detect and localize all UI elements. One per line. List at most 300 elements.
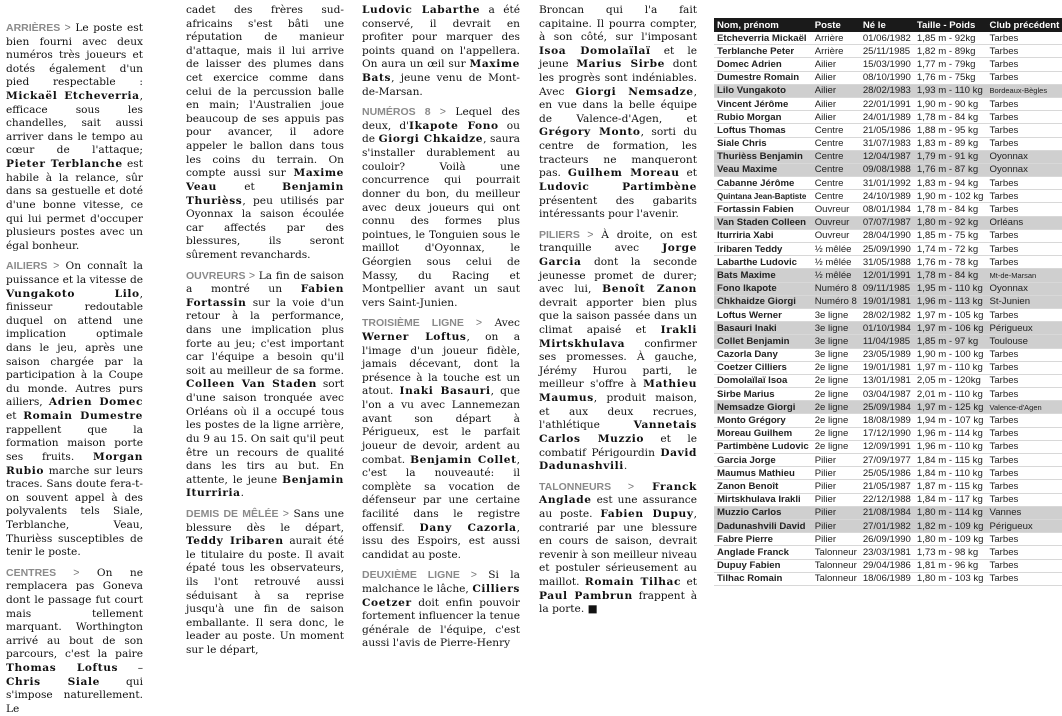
table-row <box>714 519 1062 532</box>
cell-position: Numéro 8 <box>812 295 860 308</box>
cell-previous-club: Tarbes <box>987 493 1062 506</box>
cell-name: Vincent Jérôme <box>714 97 812 110</box>
cell-position: Centre <box>812 124 860 137</box>
end-mark: ■ <box>587 603 598 616</box>
table-row <box>714 71 1062 84</box>
cell-position: Centre <box>812 177 860 190</box>
cell-born: 23/05/1989 <box>860 348 914 361</box>
section-talonneurs: TALONNEURS > Franck Anglade est une assurance au poste. Fabien Dupuy, contrarié par une blessure en cours de saison, devrait revenir à son meilleur niveau et postuler sérieusement au maillot. Romain Tilhac et Paul Pambrun frappent à la porte. ■ <box>539 480 698 616</box>
cell-position: Pilier <box>812 519 860 532</box>
cell-size-weight: 1,85 m - 92kg <box>914 32 987 45</box>
cell-position: 2e ligne <box>812 440 860 453</box>
section-demis-cont: Ludovic Labarthe a été conservé, il devrait en profiter pour marquer des points quand on l'appellera. On aura un œil sur Maxime Bats, jeune venu de Mont-de-Marsan. <box>362 4 520 98</box>
table-row <box>714 190 1062 203</box>
cell-previous-club: Tarbes <box>987 348 1062 361</box>
cell-position: 2e ligne <box>812 374 860 387</box>
cell-position: 2e ligne <box>812 427 860 440</box>
cell-previous-club: Tarbes <box>987 32 1062 45</box>
table-row <box>714 137 1062 150</box>
cell-position: Talonneur <box>812 559 860 572</box>
cell-name: Anglade Franck <box>714 546 812 559</box>
cell-previous-club: Tarbes <box>987 137 1062 150</box>
cell-position: Ailier <box>812 58 860 71</box>
cell-previous-club: Tarbes <box>987 533 1062 546</box>
player-name: Fabien Dupuy <box>600 507 694 520</box>
cell-previous-club: Tarbes <box>987 572 1062 585</box>
header-position: Poste <box>812 18 860 32</box>
cell-size-weight: 1,97 m - 106 kg <box>914 322 987 335</box>
cell-name: Fortassin Fabien <box>714 203 812 216</box>
roster-table <box>714 18 1062 586</box>
table-row <box>714 427 1062 440</box>
heading-deuxieme-ligne: DEUXIÈME LIGNE <box>362 569 460 582</box>
heading-ailiers: AILIERS <box>6 260 48 273</box>
player-name: Isoa Domolaïlaï <box>539 44 651 57</box>
cell-size-weight: 1,96 m - 113 kg <box>914 295 987 308</box>
cell-size-weight: 1,84 m - 110 kg <box>914 467 987 480</box>
player-name: Dany Cazorla <box>419 521 517 534</box>
cell-size-weight: 2,01 m - 110 kg <box>914 388 987 401</box>
cell-born: 11/04/1985 <box>860 335 914 348</box>
cell-size-weight: 1,73 m - 98 kg <box>914 546 987 559</box>
player-name: Guilhem Moreau <box>567 167 680 180</box>
cell-previous-club: Tarbes <box>987 361 1062 374</box>
cell-size-weight: 1,80 m - 114 kg <box>914 506 987 519</box>
player-name: Vungakoto Lilo <box>6 287 140 300</box>
cell-name: Rubio Morgan <box>714 111 812 124</box>
cell-born: 25/05/1986 <box>860 467 914 480</box>
cell-size-weight: 1,88 m - 95 kg <box>914 124 987 137</box>
cell-size-weight: 1,80 m - 92 kg <box>914 216 987 229</box>
cell-name: Basauri Inaki <box>714 322 812 335</box>
player-name: Irakli Mirtskhulava <box>539 324 697 350</box>
cell-size-weight: 1,76 m - 78 kg <box>914 256 987 269</box>
heading-arrieres: ARRIÈRES <box>6 22 61 34</box>
cell-born: 19/01/1981 <box>860 295 914 308</box>
cell-born: 27/01/1982 <box>860 519 914 532</box>
cell-size-weight: 1,80 m - 109 kg <box>914 533 987 546</box>
cell-previous-club: Valence-d'Agen <box>987 401 1062 414</box>
cell-previous-club: Tarbes <box>987 454 1062 467</box>
player-name: Morgan Rubio <box>6 450 143 477</box>
cell-previous-club: Tarbes <box>987 467 1062 480</box>
cell-previous-club: Tarbes <box>987 256 1062 269</box>
cell-born: 08/01/1984 <box>860 203 914 216</box>
player-name: Pieter Terblanche <box>6 158 123 171</box>
cell-name: Partimbène Ludovic <box>714 440 812 453</box>
player-name: Thomas Loftus <box>6 662 119 675</box>
section-deuxieme-ligne: DEUXIÈME LIGNE > Si la malchance le lâche, Cilliers Coetzer doit enfin pouvoir fortement influencer la tenue générale de l'équipe, c'est aussi l'avis de Pierre-Henry <box>362 569 520 650</box>
player-name: Werner Loftus <box>362 331 467 344</box>
cell-born: 13/01/1981 <box>860 374 914 387</box>
table-row <box>714 414 1062 427</box>
cell-size-weight: 1,96 m - 110 kg <box>914 440 987 453</box>
cell-position: Arrière <box>812 32 860 45</box>
cell-position: Centre <box>812 137 860 150</box>
cell-previous-club: Tarbes <box>987 559 1062 572</box>
cell-previous-club: St-Junien <box>987 295 1062 308</box>
table-row <box>714 229 1062 242</box>
cell-name: Quintana Jean-Baptiste <box>714 190 812 203</box>
cell-previous-club: Tarbes <box>987 45 1062 58</box>
header-size-weight: Taille - Poids <box>914 18 987 32</box>
cell-size-weight: 1,90 m - 90 kg <box>914 97 987 110</box>
cell-previous-club: Tarbes <box>987 440 1062 453</box>
cell-name: Iturriria Xabi <box>714 229 812 242</box>
heading-piliers: PILIERS <box>539 228 580 241</box>
cell-name: Zanon Benoît <box>714 480 812 493</box>
table-row <box>714 533 1062 546</box>
cell-size-weight: 1,90 m - 100 kg <box>914 348 987 361</box>
table-row <box>714 216 1062 229</box>
cell-born: 01/06/1982 <box>860 32 914 45</box>
cell-position: Ouvreur <box>812 203 860 216</box>
cell-previous-club: Périgueux <box>987 519 1062 532</box>
table-row <box>714 454 1062 467</box>
cell-born: 12/04/1987 <box>860 150 914 163</box>
cell-size-weight: 1,83 m - 89 kg <box>914 137 987 150</box>
roster-body <box>714 32 1062 585</box>
cell-previous-club: Tarbes <box>987 97 1062 110</box>
article-column-1 <box>6 22 144 715</box>
cell-previous-club: Tarbes <box>987 243 1062 256</box>
player-name: David Dadunashvili <box>539 446 697 473</box>
cell-size-weight: 1,85 m - 75 kg <box>914 229 987 242</box>
cell-position: Pilier <box>812 493 860 506</box>
table-row <box>714 295 1062 308</box>
cell-born: 19/01/1981 <box>860 361 914 374</box>
cell-born: 17/12/1990 <box>860 427 914 440</box>
player-name: Benjamin Collet <box>410 453 517 466</box>
cell-position: Centre <box>812 163 860 176</box>
cell-born: 28/02/1983 <box>860 84 914 97</box>
cell-name: Siale Chris <box>714 137 812 150</box>
cell-previous-club: Tarbes <box>987 480 1062 493</box>
cell-previous-club: Tarbes <box>987 546 1062 559</box>
table-row <box>714 401 1062 414</box>
cell-born: 23/03/1981 <box>860 546 914 559</box>
cell-position: ½ mêlée <box>812 269 860 282</box>
cell-position: Pilier <box>812 533 860 546</box>
table-row <box>714 203 1062 216</box>
table-header-row <box>714 18 1062 32</box>
cell-born: 18/06/1989 <box>860 572 914 585</box>
table-row <box>714 361 1062 374</box>
cell-name: Loftus Thomas <box>714 124 812 137</box>
cell-name: Coetzer Cilliers <box>714 361 812 374</box>
cell-size-weight: 1,82 m - 89kg <box>914 45 987 58</box>
cell-size-weight: 1,78 m - 84 kg <box>914 269 987 282</box>
cell-name: Cazorla Dany <box>714 348 812 361</box>
cell-size-weight: 1,84 m - 117 kg <box>914 493 987 506</box>
cell-name: Sirbe Marius <box>714 388 812 401</box>
cell-previous-club: Tarbes <box>987 124 1062 137</box>
cell-position: Ouvreur <box>812 216 860 229</box>
table-row <box>714 308 1062 321</box>
player-name: Teddy Iribaren <box>186 535 284 548</box>
cell-born: 28/04/1990 <box>860 229 914 242</box>
cell-size-weight: 1,85 m - 97 kg <box>914 335 987 348</box>
table-row <box>714 559 1062 572</box>
heading-troisieme-ligne: TROISIÈME LIGNE <box>362 317 464 330</box>
player-name: Marius Sirbe <box>576 58 665 71</box>
cell-size-weight: 1,79 m - 91 kg <box>914 150 987 163</box>
cell-born: 08/10/1990 <box>860 71 914 84</box>
article-column-3 <box>362 4 521 650</box>
table-row <box>714 546 1062 559</box>
cell-size-weight: 1,94 m - 107 kg <box>914 414 987 427</box>
cell-born: 25/11/1985 <box>860 45 914 58</box>
cell-previous-club: Tarbes <box>987 374 1062 387</box>
cell-previous-club: Toulouse <box>987 335 1062 348</box>
table-row <box>714 177 1062 190</box>
cell-position: Ailier <box>812 71 860 84</box>
cell-size-weight: 1,97 m - 105 kg <box>914 308 987 321</box>
header-born: Né le <box>860 18 914 32</box>
table-row <box>714 111 1062 124</box>
table-row <box>714 84 1062 97</box>
cell-size-weight: 1,77 m - 79kg <box>914 58 987 71</box>
cell-position: Talonneur <box>812 546 860 559</box>
cell-size-weight: 1,90 m - 102 kg <box>914 190 987 203</box>
cell-previous-club: Tarbes <box>987 190 1062 203</box>
header-name: Nom, prénom <box>714 18 812 32</box>
cell-born: 31/05/1988 <box>860 256 914 269</box>
cell-position: Arrière <box>812 45 860 58</box>
cell-name: Labarthe Ludovic <box>714 256 812 269</box>
cell-size-weight: 1,87 m - 115 kg <box>914 480 987 493</box>
table-row <box>714 506 1062 519</box>
table-row <box>714 493 1062 506</box>
cell-previous-club: Tarbes <box>987 229 1062 242</box>
table-row <box>714 374 1062 387</box>
cell-previous-club: Bordeaux-Bègles <box>987 84 1062 97</box>
table-row <box>714 243 1062 256</box>
table-row <box>714 388 1062 401</box>
cell-name: Lilo Vungakoto <box>714 84 812 97</box>
cell-born: 24/01/1989 <box>860 111 914 124</box>
cell-previous-club: Périgueux <box>987 322 1062 335</box>
player-name: Mathieu Maumus <box>539 378 697 405</box>
cell-name: Fabre Pierre <box>714 533 812 546</box>
cell-size-weight: 1,93 m - 110 kg <box>914 84 987 97</box>
table-row <box>714 572 1062 585</box>
cell-name: Dadunashvili David <box>714 519 812 532</box>
cell-name: Cabanne Jérôme <box>714 177 812 190</box>
section-piliers: PILIERS > À droite, on est tranquille avec Jorge Garcia dont la seconde jeunesse promet de durer; avec lui, Benoît Zanon devrait apporter bien plus que la saison passée dans un climat apaisé et Irakli Mirtskhulava confirmer ses promesses. À gauche, Jérémy Hurou parti, le meilleur s'offre à Mathieu Maumus, produit maison, et aux deux recrues, l'athlétique Vannetais Carlos Muzzio et le combatif Périgourdin David Dadunashvili. <box>539 228 697 473</box>
player-name: Maxime Veau <box>186 167 344 193</box>
article-column-2 <box>186 4 344 657</box>
cell-position: Centre <box>812 150 860 163</box>
cell-born: 31/01/1992 <box>860 177 914 190</box>
table-row <box>714 335 1062 348</box>
cell-position: 3e ligne <box>812 322 860 335</box>
cell-size-weight: 1,76 m - 75kg <box>914 71 987 84</box>
player-name: Maxime Bats <box>362 58 520 85</box>
cell-previous-club: Oyonnax <box>987 163 1062 176</box>
cell-born: 28/02/1982 <box>860 308 914 321</box>
cell-name: Dupuy Fabien <box>714 559 812 572</box>
cell-size-weight: 1,95 m - 110 kg <box>914 282 987 295</box>
cell-name: Collet Benjamin <box>714 335 812 348</box>
player-name: Cilliers Coetzer <box>362 582 520 609</box>
section-centres: CENTRES > On ne remplacera pas Goneva dont le passage fut court mais tellement marquant. Worthington arrivé au bout de son parcours, c'est la paire Thomas Loftus – Chris Siale qui s'impose naturellement. Le <box>6 566 144 715</box>
cell-name: Nemsadze Giorgi <box>714 401 812 414</box>
table-row <box>714 348 1062 361</box>
cell-previous-club: Tarbes <box>987 427 1062 440</box>
cell-size-weight: 1,80 m - 103 kg <box>914 572 987 585</box>
cell-position: Pilier <box>812 480 860 493</box>
cell-born: 21/05/1987 <box>860 480 914 493</box>
cell-born: 01/10/1984 <box>860 322 914 335</box>
cell-born: 29/04/1986 <box>860 559 914 572</box>
cell-born: 03/04/1987 <box>860 388 914 401</box>
cell-born: 12/09/1991 <box>860 440 914 453</box>
section-arrieres: ARRIÈRES > Le poste est bien fourni avec deux numéros très joueurs et dotés également d'un pied respectable : Mickaël Etcheverria, efficace sous les chandelles, sait aussi arriver dans le tempo au cœur de l'attaque; Pieter Terblanche est habile à la relance, sûr dans sa gestuelle et doté d'une bonne vitesse, ce qui lui permet d'occuper plusieurs postes avec un égal bonheur. <box>6 22 143 252</box>
table-row <box>714 163 1062 176</box>
player-name: Benjamin Iturriria <box>186 473 344 500</box>
section-numeros-8: NUMÉROS 8 > Lequel des deux, d'Ikapote Fono ou de Giorgi Chkaidze, saura s'installer durablement au couloir? Voilà une concurrence qui pourrait donner du bon, du meilleur avec deux joueurs qui ont connu des formes plus pointues, le Tonguien sous le maillot d'Oyonnax, le Géorgien sous celui de Massy, du Racing et Montpellier avant un saut vers Saint-Junien. <box>362 106 520 309</box>
cell-name: Garcia Jorge <box>714 454 812 467</box>
player-name: Adrien Domec <box>48 396 143 409</box>
section-deuxieme-cont: Broncan qui l'a fait capitaine. Il pourra compter, à son côté, sur l'imposant Isoa Domolaïlaï et le jeune Marius Sirbe dont les progrès sont indéniables. Avec Giorgi Nemsadze, en vue dans la belle équipe de Valence-d'Agen, et Grégory Monto, sorti du centre de formation, les tracteurs ne manqueront pas. Guilhem Moreau et Ludovic Partimbène présentent des gabarits intéressants pour l'avenir. <box>539 4 698 221</box>
cell-name: Thurièss Benjamin <box>714 150 812 163</box>
cell-position: Ailier <box>812 97 860 110</box>
cell-previous-club: Tarbes <box>987 111 1062 124</box>
cell-born: 21/08/1984 <box>860 506 914 519</box>
cell-position: 2e ligne <box>812 388 860 401</box>
player-name: Romain Dumestre <box>23 410 143 423</box>
cell-born: 31/07/1983 <box>860 137 914 150</box>
cell-previous-club: Mt-de-Marsan <box>987 269 1062 282</box>
cell-size-weight: 1,97 m - 110 kg <box>914 361 987 374</box>
cell-name: Iribaren Teddy <box>714 243 812 256</box>
cell-born: 15/03/1990 <box>860 58 914 71</box>
cell-name: Moreau Guilhem <box>714 427 812 440</box>
cell-position: Pilier <box>812 454 860 467</box>
cell-name: Terblanche Peter <box>714 45 812 58</box>
cell-position: Talonneur <box>812 572 860 585</box>
player-name: Fabien Fortassin <box>186 283 344 309</box>
heading-talonneurs: TALONNEURS <box>539 480 612 493</box>
table-row <box>714 269 1062 282</box>
cell-born: 21/05/1986 <box>860 124 914 137</box>
cell-position: Numéro 8 <box>812 282 860 295</box>
player-name: Inaki Basauri <box>399 385 491 398</box>
cell-position: ½ mêlée <box>812 243 860 256</box>
cell-born: 24/10/1989 <box>860 190 914 203</box>
section-ouvreurs: OUVREURS > La fin de saison a montré un Fabien Fortassin sur la voie d'un retour à la performance, dans une implication plus forte au jeu; c'est important car l'équipe a besoin qu'il soit au meilleur de sa forme. Colleen Van Staden sort d'une saison tronquée avec Orléans où il a occupé tous les postes de la ligne arrière, du 9 au 15. On sait qu'il peut être un recours de qualité dans les tirs au but. En attente, le jeune Benjamin Iturriria. <box>186 269 344 500</box>
player-name: Chris Siale <box>6 675 100 688</box>
player-name: Vannetais Carlos Muzzio <box>539 419 697 445</box>
cell-position: 2e ligne <box>812 401 860 414</box>
cell-born: 22/01/1991 <box>860 97 914 110</box>
player-name: Benjamin Thurièss <box>186 180 344 207</box>
article-column-4 <box>539 4 698 616</box>
player-name: Mickaël Etcheverria <box>6 90 140 103</box>
cell-previous-club: Tarbes <box>987 58 1062 71</box>
section-centres-cont: cadet des frères sud-africains s'est bâti une réputation de manieur d'attaque, mais il lui arrive de laisser des plumes dans cet exercice comme dans celui de la percussion balle en main; l'Australien joue beaucoup de ses appuis pas pour avancer, il adore appeler le ballon dans tous les coins du terrain. On compte aussi sur Maxime Veau et Benjamin Thurièss, peu utilisés par Oyonnax la saison écoulée car affectés par des blessures, ils seront sûrement revanchards. <box>186 4 344 261</box>
cell-position: Ouvreur <box>812 229 860 242</box>
table-row <box>714 480 1062 493</box>
table-row <box>714 440 1062 453</box>
cell-name: Domolaïlaï Isoa <box>714 374 812 387</box>
player-name: Giorgi Nemsadze <box>575 85 694 98</box>
table-row <box>714 124 1062 137</box>
cell-position: Pilier <box>812 467 860 480</box>
cell-size-weight: 1,74 m - 72 kg <box>914 243 987 256</box>
cell-previous-club: Tarbes <box>987 177 1062 190</box>
cell-position: ½ mêlée <box>812 256 860 269</box>
cell-born: 25/09/1984 <box>860 401 914 414</box>
cell-position: 3e ligne <box>812 348 860 361</box>
cell-size-weight: 2,05 m - 120kg <box>914 374 987 387</box>
player-name: Franck Anglade <box>539 480 697 507</box>
cell-size-weight: 1,96 m - 114 kg <box>914 427 987 440</box>
table-row <box>714 58 1062 71</box>
cell-born: 09/11/1985 <box>860 282 914 295</box>
cell-previous-club: Tarbes <box>987 308 1062 321</box>
cell-size-weight: 1,83 m - 94 kg <box>914 177 987 190</box>
cell-size-weight: 1,82 m - 109 kg <box>914 519 987 532</box>
cell-previous-club: Tarbes <box>987 203 1062 216</box>
cell-size-weight: 1,76 m - 87 kg <box>914 163 987 176</box>
cell-position: 3e ligne <box>812 308 860 321</box>
header-previous-club: Club précédent <box>987 18 1062 32</box>
heading-centres: CENTRES <box>6 566 57 579</box>
player-name: Jorge Garcia <box>539 242 697 268</box>
cell-name: Chkhaidze Giorgi <box>714 295 812 308</box>
player-name: Colleen Van Staden <box>186 378 317 391</box>
heading-demis-de-melee: DEMIS DE MÊLÉE <box>186 507 279 520</box>
cell-name: Dumestre Romain <box>714 71 812 84</box>
cell-name: Veau Maxime <box>714 163 812 176</box>
cell-name: Monto Grégory <box>714 414 812 427</box>
cell-born: 09/08/1988 <box>860 163 914 176</box>
cell-position: 3e ligne <box>812 335 860 348</box>
heading-numeros-8: NUMÉROS 8 <box>362 106 431 119</box>
cell-born: 07/07/1987 <box>860 216 914 229</box>
table-row <box>714 32 1062 45</box>
cell-previous-club: Tarbes <box>987 414 1062 427</box>
cell-position: 2e ligne <box>812 361 860 374</box>
player-name: Benoît Zanon <box>602 283 697 296</box>
cell-position: Centre <box>812 190 860 203</box>
cell-size-weight: 1,84 m - 115 kg <box>914 454 987 467</box>
cell-born: 26/09/1990 <box>860 533 914 546</box>
cell-previous-club: Oyonnax <box>987 150 1062 163</box>
cell-name: Bats Maxime <box>714 269 812 282</box>
cell-size-weight: 1,78 m - 84 kg <box>914 111 987 124</box>
cell-name: Domec Adrien <box>714 58 812 71</box>
player-name: Romain Tilhac <box>584 575 682 588</box>
cell-born: 12/01/1991 <box>860 269 914 282</box>
cell-previous-club: Orléans <box>987 216 1062 229</box>
table-row <box>714 150 1062 163</box>
cell-previous-club: Oyonnax <box>987 282 1062 295</box>
table-row <box>714 282 1062 295</box>
cell-position: Ailier <box>812 84 860 97</box>
table-row <box>714 97 1062 110</box>
cell-name: Etcheverria Mickaël <box>714 32 812 45</box>
player-name: Grégory Monto <box>539 126 641 139</box>
cell-position: Pilier <box>812 506 860 519</box>
cell-position: 2e ligne <box>812 414 860 427</box>
cell-size-weight: 1,81 m - 96 kg <box>914 559 987 572</box>
cell-name: Mirtskhulava Irakli <box>714 493 812 506</box>
cell-size-weight: 1,78 m - 84 kg <box>914 203 987 216</box>
heading-ouvreurs: OUVREURS <box>186 269 246 282</box>
